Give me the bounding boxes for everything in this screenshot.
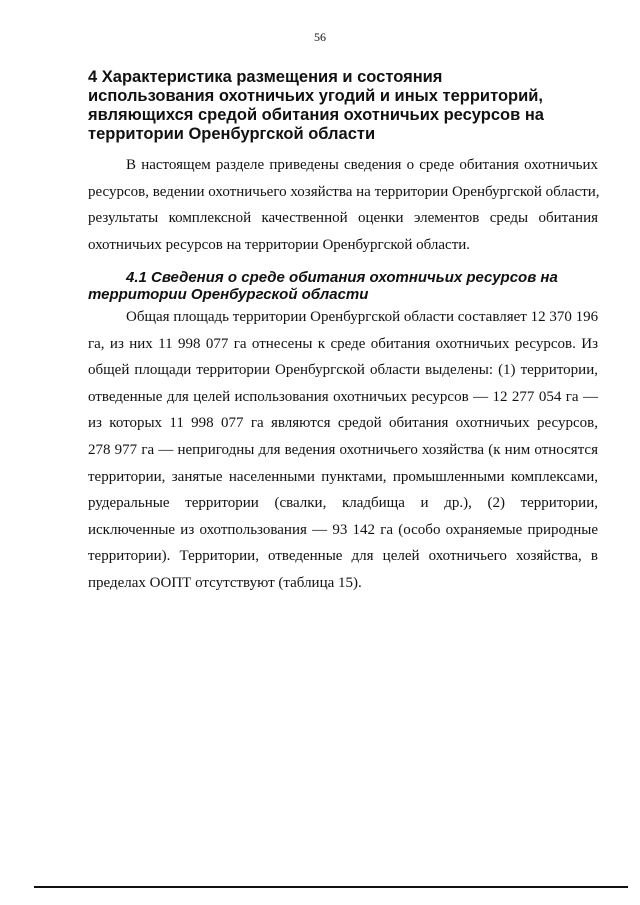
subsection-title-line: территории Оренбургской области <box>88 286 369 303</box>
subsection-title <box>88 269 588 303</box>
section-title-line: являющихся средой обитания охотничьих ресурсов на <box>88 106 544 124</box>
paragraph-line: общей площади территории Оренбургской области выделены: (1) территории, <box>88 362 598 379</box>
paragraph-line: охотничьих ресурсов на территории Оренбургской области. <box>88 236 471 253</box>
paragraph-line: 278 977 га — непригодны для ведения охотничьего хозяйства (к ним относятся <box>88 441 598 458</box>
paragraph-line: отведенные для целей использования охотничьих ресурсов — 12 277 054 га — <box>88 388 598 405</box>
section-title-line: использования охотничьих угодий и иных территорий, <box>88 87 543 105</box>
section-title-line: территории Оренбургской области <box>88 125 376 143</box>
paragraph-line: из которых 11 998 077 га являются средой обитания охотничьих ресурсов, <box>88 415 598 432</box>
paragraph-line: территории). Территории, отведенные для целей охотничьего хозяйства, в <box>88 548 598 565</box>
subsection-title-line: 4.1 Сведения о среде обитания охотничьих ресурсов на <box>126 269 558 286</box>
paragraph-line: результаты комплексной качественной оценки элементов среды обитания <box>88 210 598 227</box>
paragraph-line: га, из них 11 998 077 га отнесены к среде обитания охотничьих ресурсов. Из <box>88 335 598 352</box>
paragraph-line: исключенные из охотпользования — 93 142 га (особо охраняемые природные <box>88 521 598 538</box>
paragraph-line: Общая площадь территории Оренбургской области составляет 12 370 196 <box>126 309 599 325</box>
paragraph-line: территории, занятые населенными пунктами, промышленными комплексами, <box>88 468 598 485</box>
paragraph-line: рудеральные территории (свалки, кладбища и др.), (2) территории, <box>88 495 598 512</box>
paragraph-line: ресурсов, ведении охотничьего хозяйства на территории Оренбургской области, <box>88 183 600 200</box>
section-intro-paragraph <box>88 152 598 258</box>
paragraph-line: пределах ООПТ отсутствуют (таблица 15). <box>88 574 362 591</box>
section-title <box>88 68 588 144</box>
footer-divider <box>34 886 628 888</box>
section-title-line: 4 Характеристика размещения и состояния <box>88 68 443 86</box>
subsection-body-paragraph <box>88 304 598 597</box>
paragraph-line: В настоящем разделе приведены сведения о среде обитания охотничьих <box>126 157 598 173</box>
page-number: 56 <box>314 30 326 44</box>
